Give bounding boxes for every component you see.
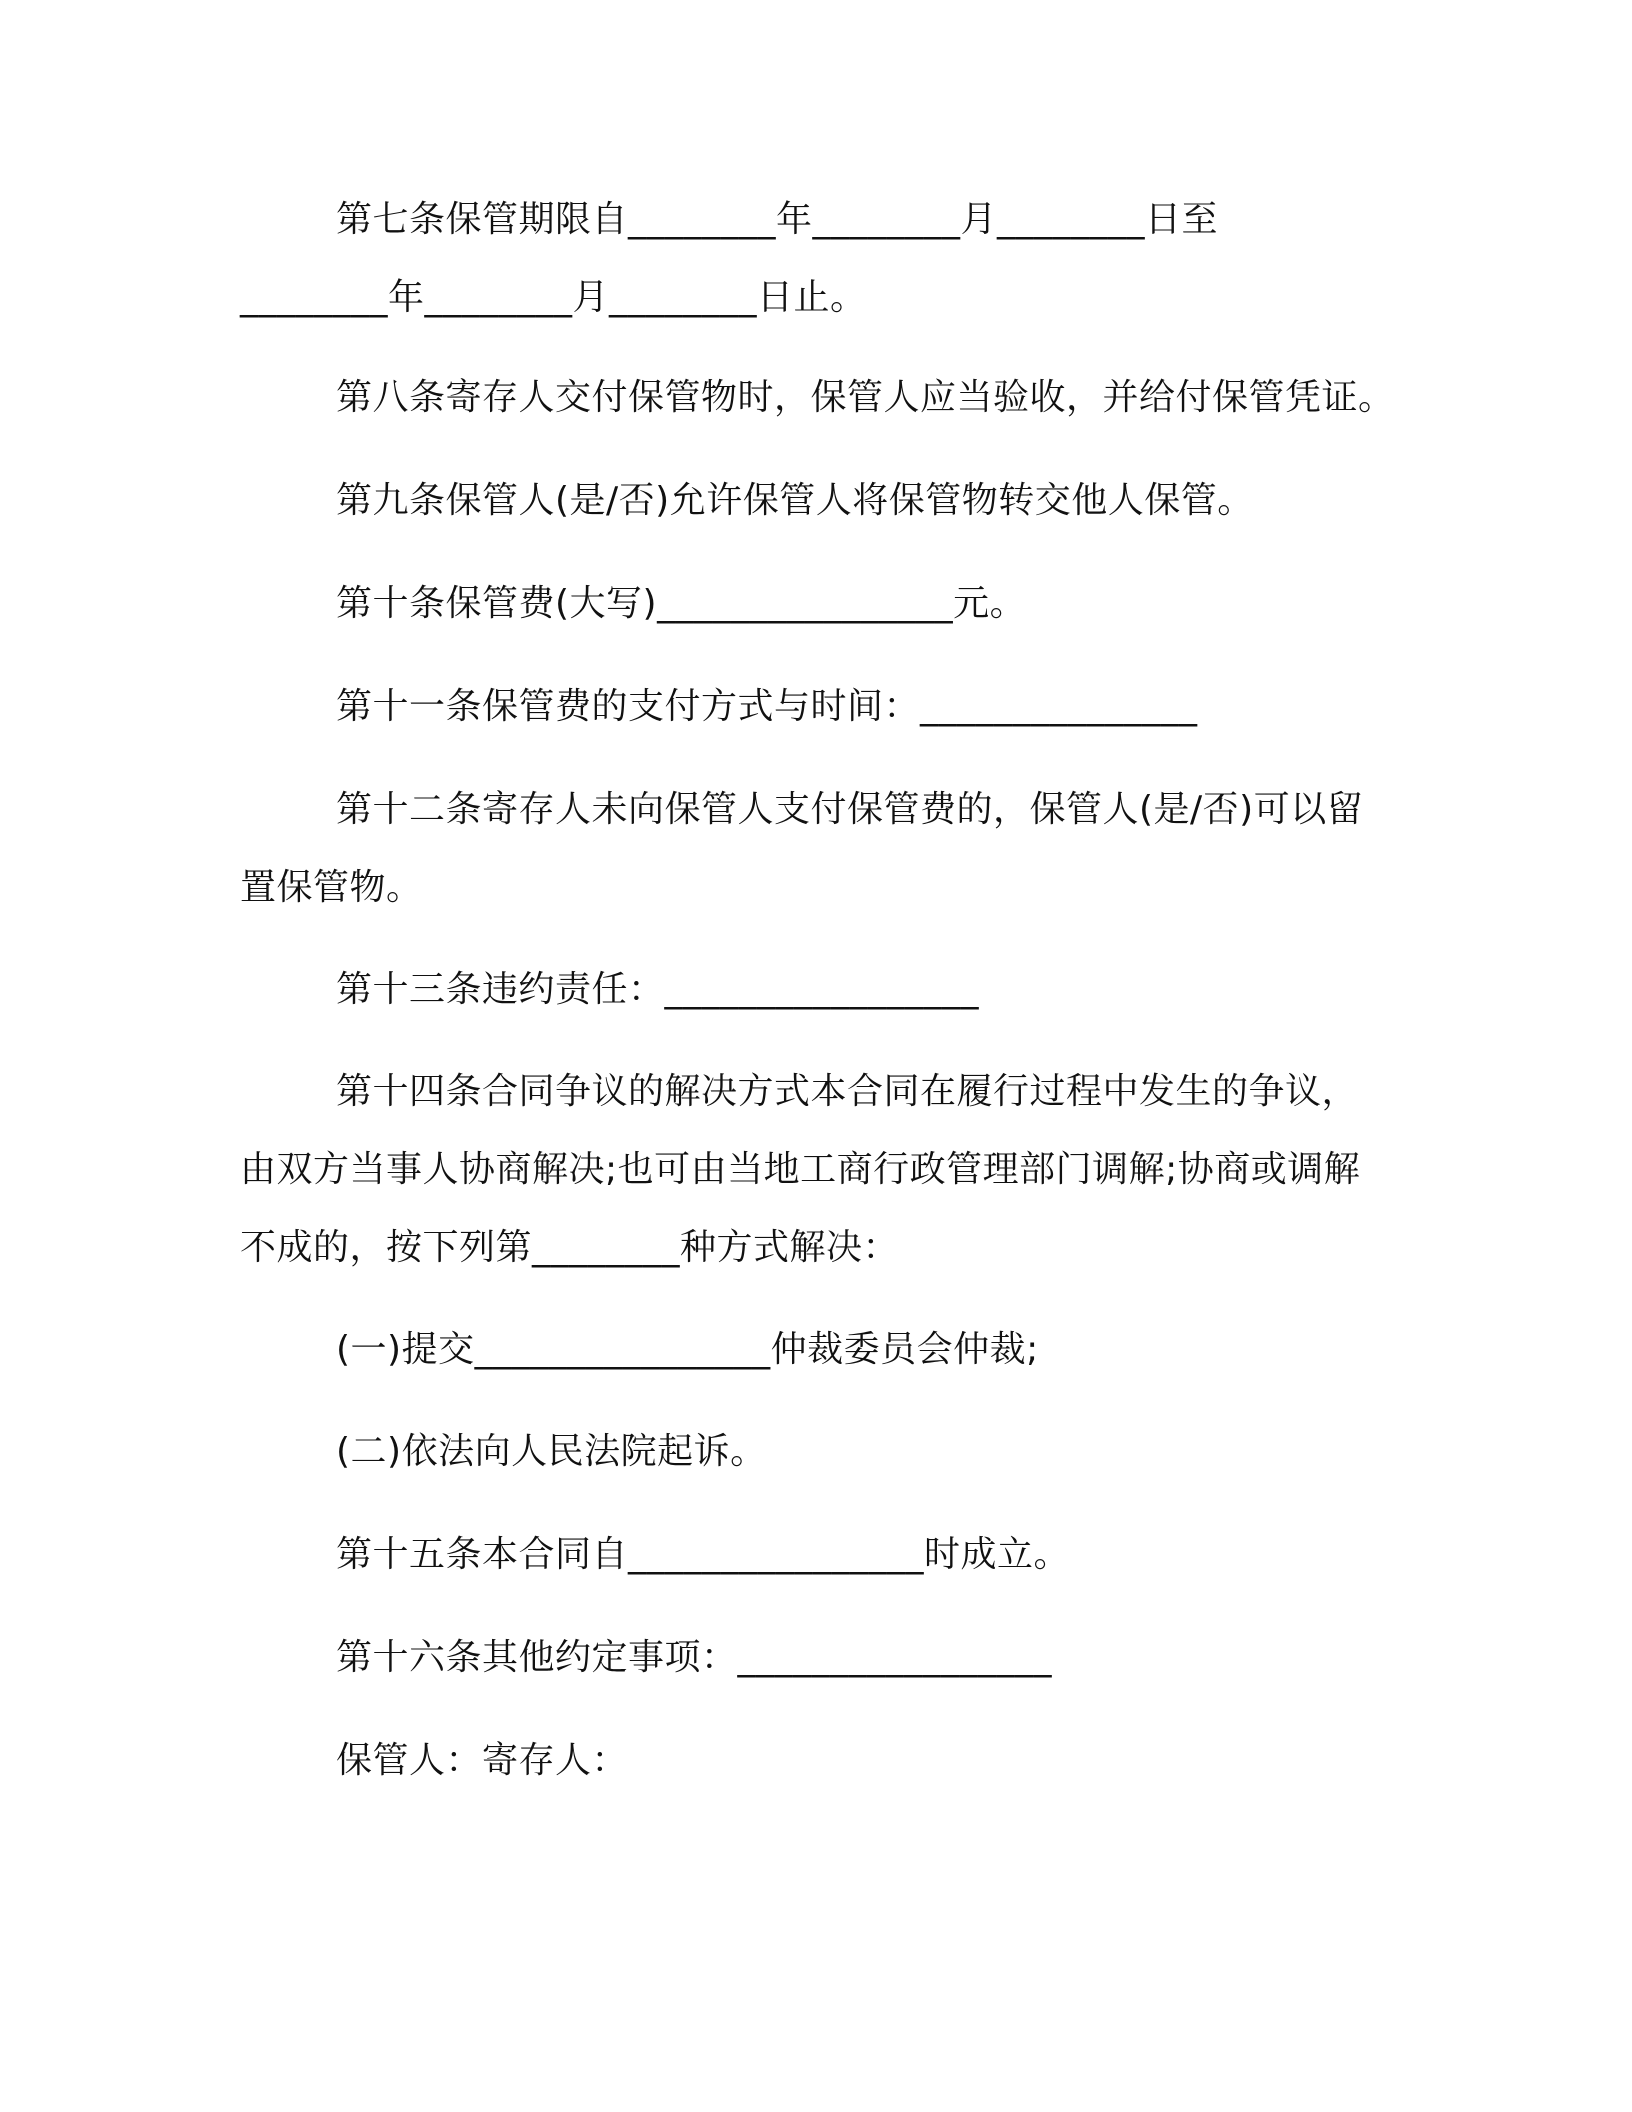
article-13: 第十三条违约责任：_________________ [336,969,980,1010]
article-12-line-1: 第十二条寄存人未向保管人支付保管费的，保管人(是/否)可以留 [336,789,1364,830]
option-1: (一)提交________________仲裁委员会仲裁; [336,1329,1039,1370]
article-8: 第八条寄存人交付保管物时，保管人应当验收，并给付保管凭证。 [336,377,1395,418]
article-11: 第十一条保管费的支付方式与时间：_______________ [336,686,1198,727]
option-2: (二)依法向人民法院起诉。 [336,1431,767,1472]
signature-line: 保管人：寄存人： [336,1740,629,1781]
article-10: 第十条保管费(大写)________________元。 [336,583,1027,624]
article-12-line-2: 置保管物。 [240,867,423,908]
article-9: 第九条保管人(是/否)允许保管人将保管物转交他人保管。 [336,480,1254,521]
article-7-line-1: 第七条保管期限自________年________月________日至 [336,199,1219,240]
article-14-line-3: 不成的，按下列第________种方式解决： [240,1227,900,1268]
article-7-line-2: ________年________月________日止。 [240,277,867,318]
article-16: 第十六条其他约定事项：_________________ [336,1637,1053,1678]
article-14-line-1: 第十四条合同争议的解决方式本合同在履行过程中发生的争议， [336,1071,1359,1112]
article-14-line-2: 由双方当事人协商解决;也可由当地工商行政管理部门调解;协商或调解 [240,1149,1361,1190]
article-15: 第十五条本合同自________________时成立。 [336,1534,1071,1575]
